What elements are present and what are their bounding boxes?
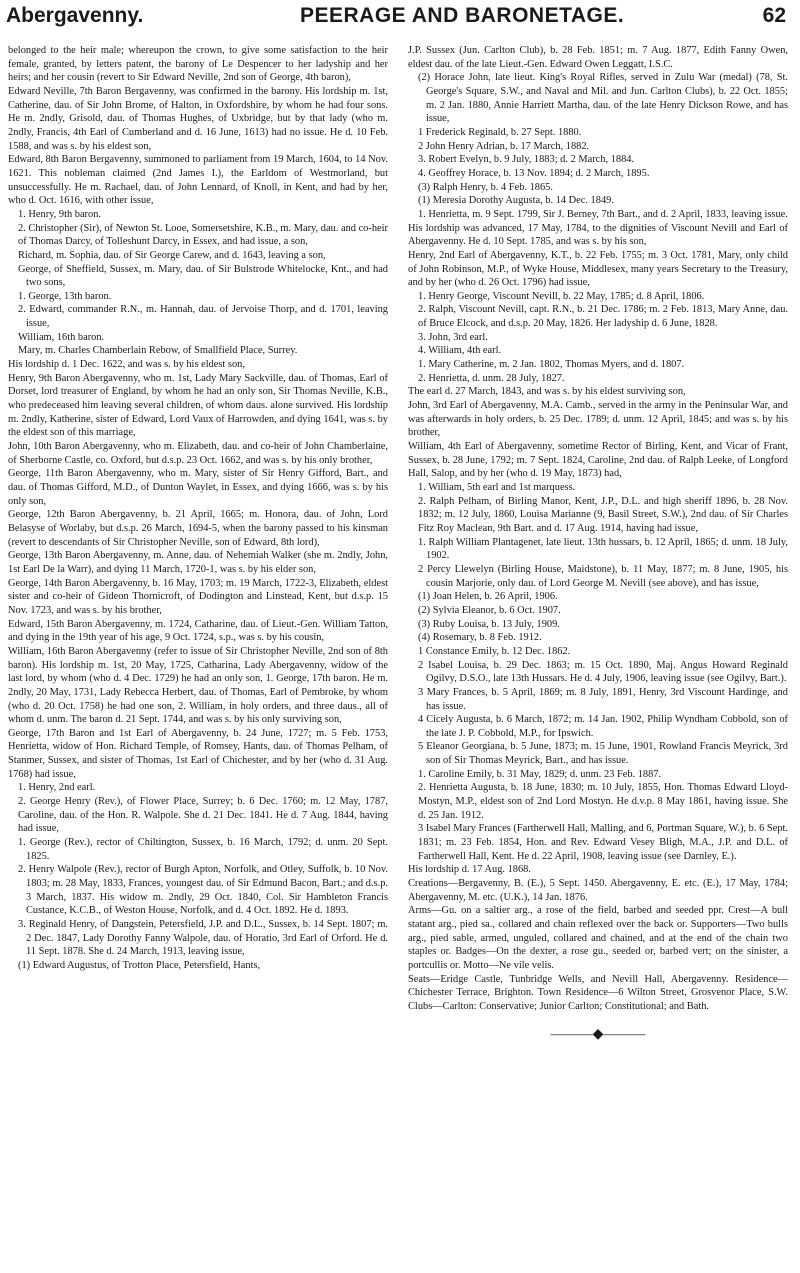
issue-entry: 3. Reginald Henry, of Dangstein, Petersfield, J.P. and D.L., Sussex, b. 14 Sept. 1807; m. 2 Dec. 1847, Lady Dorothy Fanny Walpole, dau. of Horatio, 3rd Earl of Orford. He d. 11 Sept. 1878. She d. 24 March, 1913, leaving issue, [18,919,388,958]
issue-entry: 1. William, 5th earl and 1st marquess. [418,482,576,493]
issue-entry: William, 16th baron. [18,331,105,343]
paragraph: John, 10th Baron Abergavenny, who m. Elizabeth, dau. and co-heir of John Chamberlaine, of Sherborne Castle, co. Oxford, but d.s.p. 23 Oct. 1662, and was s. by his only brother, [8,441,388,466]
issue-entry: 2. Henrietta Augusta, b. 18 June, 1830; m. 10 July, 1855, Hon. Thomas Edward Lloyd-Mostyn, M.P., eldest son of 2nd Lord Mostyn. He d.v.p. 8 May 1861, having issue. She d. 25 Jan. 1912. [418,782,788,821]
issue-entry: (4) Rosemary, b. 8 Feb. 1912. [418,632,542,644]
issue-entry: 3. Robert Evelyn, b. 9 July, 1883; d. 2 March, 1884. [418,154,635,166]
issue-entry: 2. Christopher (Sir), of Newton St. Looe, Somersetshire, K.B., m. Mary, dau. and co-heir of Thomas Darcy, of Tolleshunt Darcy, in Essex, and had issue, a son, [18,222,388,248]
issue-entry: 1. George (Rev.), rector of Chiltington, Sussex, b. 16 March, 1792; d. unm. 20 Sept. 1825. [18,837,388,862]
paragraph: J.P. Sussex (Jun. Carlton Club), b. 28 Feb. 1851; m. 7 Aug. 1877, Edith Fanny Owen, eldest dau. of the late Lieut.-Gen. Edward Owen Leggatt, I.S.C. [408,45,788,70]
issue-entry: 3 Isabel Mary Frances (Fartherwell Hall, Malling, and 6, Portman Square, W.), b. 6 Sept. 1831; m. 23 Feb. 1854, Hon. and Rev. Edward Vesey Bligh, M.A., J.P. and D.L. of Fartherwell Hall, Kent. He d. 22 April, 1908, leaving issue (see Darnley, E.). [418,823,788,862]
issue-entry: 1. Henry, 9th baron. [18,208,102,220]
paragraph: John, 3rd Earl of Abergavenny, M.A. Camb., served in the army in the Peninsular War, and was afterwards in holy orders, b. 25 Dec. 1789; d. unm. 12 April, 1845; and was s. by his brother, [408,400,788,439]
issue-entry: 1. Caroline Emily, b. 31 May, 1829; d. unm. 23 Feb. 1887. [418,768,662,780]
paragraph: Henry, 2nd Earl of Abergavenny, K.T., b. 22 Feb. 1755; m. 3 Oct. 1781, Mary, only child of John Robinson, M.P., of Wyke House, Middlesex, many years Secretary to the Treasury, and by her (who d. 26 Oct. 1796) had issue, [408,249,788,289]
paragraph: George, 17th Baron and 1st Earl of Abergavenny, b. 24 June, 1727; m. 5 Feb. 1753, Henrietta, widow of Hon. Richard Temple, of Romsey, Hants, dau. of Thomas Pelham, of Stanmer, Sussex, and sister of Thomas, 1st Earl of Chichester, and by her (who d. 31 Aug. 1768) had issue, [8,727,388,780]
header-title-center: PEERAGE AND BARONETAGE. [300,4,625,27]
issue-entry: 1. Ralph William Plantagenet, late lieut. 13th hussars, b. 12 April, 1865; d. unm. 18 July, 1902. [418,536,788,562]
seats-section: Seats—Eridge Castle, Tunbridge Wells, and Nevill Hall, Abergavenny. Residence—Chichester Terrace, Brighton. Town Residence—6 Wilton Street, Grosvenor Place, S.W. Clubs—Carlton: Conservative; Junior Carlton; Constitutional; and Bath. [408,973,788,1012]
issue-entry: Mary, m. Charles Chamberlain Rebow, of Smallfield Place, Surrey. [18,345,298,357]
section-separator: ———◆——— [550,1026,646,1042]
paragraph: belonged to the heir male; whereupon the crown, to give some satisfaction to the heir female, granted, by letters patent, the barony of Le Despencer to her ladyship and her heirs; and her cousin (revert to Sir Edward Neville, 2nd son of George, 4th baron), [8,45,388,84]
issue-entry: 1. Mary Catherine, m. 2 Jan. 1802, Thomas Myers, and d. 1807. [418,359,685,371]
issue-entry: 1. Henry George, Viscount Nevill, b. 22 May, 1785; d. 8 April, 1806. [418,290,705,302]
issue-entry: 2 Isabel Louisa, b. 29 Dec. 1863; m. 15 Oct. 1890, Maj. Angus Howard Reginald Ogilvy, D.S.O., late 13th Hussars. He d. 4 July, 1906, leaving issue (see Ogilvy, Bart.). [418,659,788,685]
paragraph: His lordship was advanced, 17 May, 1784, to the dignities of Viscount Nevill and Earl of Abergavenny. He d. 10 Sept. 1785, and was s. by his son, [408,222,788,248]
header-title-left: Abergavenny. [6,4,144,27]
issue-entry: (3) Ralph Henry, b. 4 Feb. 1865. [418,181,553,193]
right-column [408,44,788,1259]
creations-section: Creations—Bergavenny, B. (E.), 5 Sept. 1450. Abergavenny, E. etc. (E.), 17 May, 1784; Abergavenny, M. etc. (U.K.), 14 Jan. 1876. [408,878,788,903]
arms-section: Arms—Gu. on a saltier arg., a rose of the field, barbed and seeded ppr. Crest—A bull statant arg., pied sa., collared and chain reflexed over the back or. Supporters—Two bulls arg., pied sable, armed, unguled, collared and chained, and at the end of the chain two staples or. Badges—On the dexter, a rose gu., seeded or, barbed vert; on the sinister, a portcullis or. Motto—Ne vile velis. [408,905,788,971]
issue-entry: 1 Frederick Reginald, b. 27 Sept. 1880. [418,126,582,138]
issue-entry: (2) Horace John, late lieut. King's Royal Rifles, served in Zulu War (medal) (78, St. George's Square, S.W., and Naval and Mil. and Jun. Carlton Clubs), b. 22 Oct. 1855; m. 2 Jan. 1880, Annie Harriett Martha, dau. of the late Henry Dickson Rowe, and has issue, [418,72,788,125]
issue-entry: 1. George, 13th baron. [18,290,112,302]
issue-entry: 4 Cicely Augusta, b. 6 March, 1872; m. 14 Jan. 1902, Philip Wyndham Cobbold, son of the late J. P. Cobbold, M.P., for Ipswich. [418,714,788,739]
issue-entry: 2 John Henry Adrian, b. 17 March, 1882. [418,140,590,152]
paragraph: Edward, 8th Baron Bergavenny, summoned to parliament from 19 March, 1604, to 14 Nov. 1621. This nobleman claimed (2nd James I.), the Earldom of Westmorland, but unsuccessfully. He m. Rachael, dau. of John Lennard, of Knoll, in Kent, and had by her, who d. Oct. 1616, with other issue, [8,154,388,207]
issue-entry: 3. John, 3rd earl. [418,331,488,343]
paragraph: William, 16th Baron Abergavenny (refer to issue of Sir Christopher Neville, 2nd son of 8th baron). His lordship m. 1st, 20 May, 1725, Catharina, Lady Abergavenny, widow of the last lord, by whom (who d. 4 Dec. 1729) he had an only son, 1. George, 17th baron. He m. 2ndly, 20 May, 1731, Lady Rebecca Herbert, dau. of Thomas, Earl of Pembroke, by whom (who d. 20 Oct. 1758) he had one son, 2. William, in holy orders, and three daus., all of whom d. unm. The baron d. 21 Sept. 1744, and was s. by his only surviving son, [8,645,388,726]
issue-entry: George, of Sheffield, Sussex, m. Mary, dau. of Sir Bulstrode Whitelocke, Knt., and had two sons, [18,263,388,289]
paragraph: George, 12th Baron Abergavenny, b. 21 April, 1665; m. Honora, dau. of John, Lord Belasyse of Worlaby, but d.s.p. 26 March, 1694-5, when the barony passed to his kinsman (revert to descendants of Sir Christopher Neville, son of Edward, 8th lord), [8,509,388,548]
issue-entry: 2. Ralph, Viscount Nevill, capt. R.N., b. 21 Dec. 1786; m. 2 Feb. 1813, Mary Anne, dau. of Bruce Elcock, and d.s.p. 20 May, 1826. Her ladyship d. 6 June, 1828. [418,304,788,330]
issue-entry: 2. George Henry (Rev.), of Flower Place, Surrey; b. 6 Dec. 1760; m. 12 May, 1787, Caroline, dau. of the Hon. R. Walpole. She d. 21 Dec. 1841. He d. 7 Aug. 1844, having had issue, [18,796,388,835]
issue-entry: 2. Henry Walpole (Rev.), rector of Burgh Apton, Norfolk, and Otley, Suffolk, b. 10 Nov. 1803; m. 28 May, 1833, Frances, youngest dau. of Sir Edmund Bacon, Bart.; and d.s.p. 3 March, 1837. His widow m. 2ndly, 29 Oct. 1840, Col. Sir Hambleton Francis Custance, K.C.B., of Weston House, Norfolk, and d. 4 Oct. 1892. He d. 1893. [18,864,388,917]
issue-entry: (2) Sylvia Eleanor, b. 6 Oct. 1907. [418,604,561,616]
paragraph: Edward, 15th Baron Abergavenny, m. 1724, Catharine, dau. of Lieut.-Gen. William Tatton, and dying in the 19th year of his age, 9 Oct. 1724, s.p., was s. by his cousin, [8,618,388,644]
issue-entry: 2 Percy Llewelyn (Birling House, Maidstone), b. 11 May, 1877; m. 8 June, 1905, his cousin Marjorie, only dau. of Lord George M. Nevill (see above), and has issue, [418,563,788,589]
issue-entry: Richard, m. Sophia, dau. of Sir George Carew, and d. 1643, leaving a son, [18,249,326,261]
issue-entry: 2. Edward, commander R.N., m. Hannah, dau. of Jervoise Thorp, and d. 1701, leaving issue, [18,304,388,330]
page-header [0,0,800,30]
issue-entry: 1. Henry, 2nd earl. [18,782,96,794]
paragraph: Henry, 9th Baron Abergavenny, who m. 1st, Lady Mary Sackville, dau. of Thomas, Earl of Dorset, lord treasurer of England, by whom he had an only son, Sir Thomas Neville, K.B., who predeceased him leaving several children, of whom daus. alone survived. His lordship m. 2ndly, Katherine, sister of Edward, Lord Vaux of Harrowden, and dying 1641, was s. by the eldest son of this marriage, [8,372,388,439]
paragraph: The earl d. 27 March, 1843, and was s. by his eldest surviving son, [408,386,686,398]
issue-entry: (1) Joan Helen, b. 26 April, 1906. [418,591,558,603]
paragraph: His lordship d. 17 Aug. 1868. [408,864,531,876]
paragraph: Edward Neville, 7th Baron Bergavenny, was confirmed in the barony. His lordship m. 1st, Catherine, dau. of Sir John Brome, of Halton, in Oxfordshire, by whom he had four sons. He m. 2ndly, Grisold, dau. of Thomas Hughes, of Uxbridge, but by that lady (who m. 2ndly, Francis, 4th Earl of Cumberland and d. 16 June, 1613) had no issue. He d. 10 Feb. 1588, and was s. by his eldest son, [8,85,388,152]
issue-entry: (1) Edward Augustus, of Trotton Place, Petersfield, Hants, [18,959,261,971]
issue-entry: 3 Mary Frances, b. 5 April, 1869; m. 8 July, 1891, Henry, 3rd Viscount Hardinge, and has issue. [418,686,788,712]
paragraph: William, 4th Earl of Abergavenny, sometime Rector of Birling, Kent, and Vicar of Frant, Sussex, b. 28 June, 1792; m. 7 Sept. 1824, Caroline, 2nd dau. of Ralph Leeke, of Longford Hall, Salop, and by her (who d. 19 May, 1873) had, [408,441,788,480]
paragraph: George, 13th Baron Abergavenny, m. Anne, dau. of Nehemiah Walker (she m. 2ndly, John, 1st Earl De la Warr), and dying 11 March, 1720-1, was s. by his elder son, [8,550,388,575]
issue-entry: 2. Ralph Pelham, of Birling Manor, Kent, J.P., D.L. and high sheriff 1896, b. 28 Nov. 1832; m. 12 July, 1860, Louisa Marianne (9, Basil Street, S.W.), 2nd dau. of Sir Charles Fitz Roy Maclean, 9th Bart. and d. 17 Aug. 1914, having had issue, [418,495,788,534]
page-number: 62 [762,4,786,27]
paragraph: His lordship d. 1 Dec. 1622, and was s. by his eldest son, [8,359,245,371]
issue-entry: (3) Ruby Louisa, b. 13 July, 1909. [418,618,560,630]
issue-entry: 5 Eleanor Georgiana, b. 5 June, 1873; m. 15 June, 1901, Rowland Francis Meyrick, 3rd son of Sir Thomas Meyrick, Bart., and has issue. [418,741,788,767]
paragraph: George, 14th Baron Abergavenny, b. 16 May, 1703; m. 19 March, 1722-3, Elizabeth, eldest sister and co-heir of Gideon Thornicroft, of Dodington and Linstead, Kent, but d.s.p. 15 Nov. 1723, and was s. by his brother, [8,577,388,616]
issue-entry: (1) Meresia Dorothy Augusta, b. 14 Dec. 1849. [418,195,614,207]
issue-entry: 4. Geoffrey Horace, b. 13 Nov. 1894; d. 2 March, 1895. [418,167,650,179]
issue-entry: 2. Henrietta, d. unm. 28 July, 1827. [418,372,565,384]
paragraph: George, 11th Baron Abergavenny, who m. Mary, sister of Sir Henry Gifford, Bart., and dau. of Thomas Gifford, M.D., of Dunton Waylet, in Essex, and dying 1666, was s. by his only son, [8,468,388,507]
issue-entry: 1. Henrietta, m. 9 Sept. 1799, Sir J. Berney, 7th Bart., and d. 2 April, 1833, leaving issue. [418,208,788,220]
issue-entry: 1 Constance Emily, b. 12 Dec. 1862. [418,645,571,657]
left-column [8,44,388,1259]
issue-entry: 4. William, 4th earl. [418,345,502,357]
